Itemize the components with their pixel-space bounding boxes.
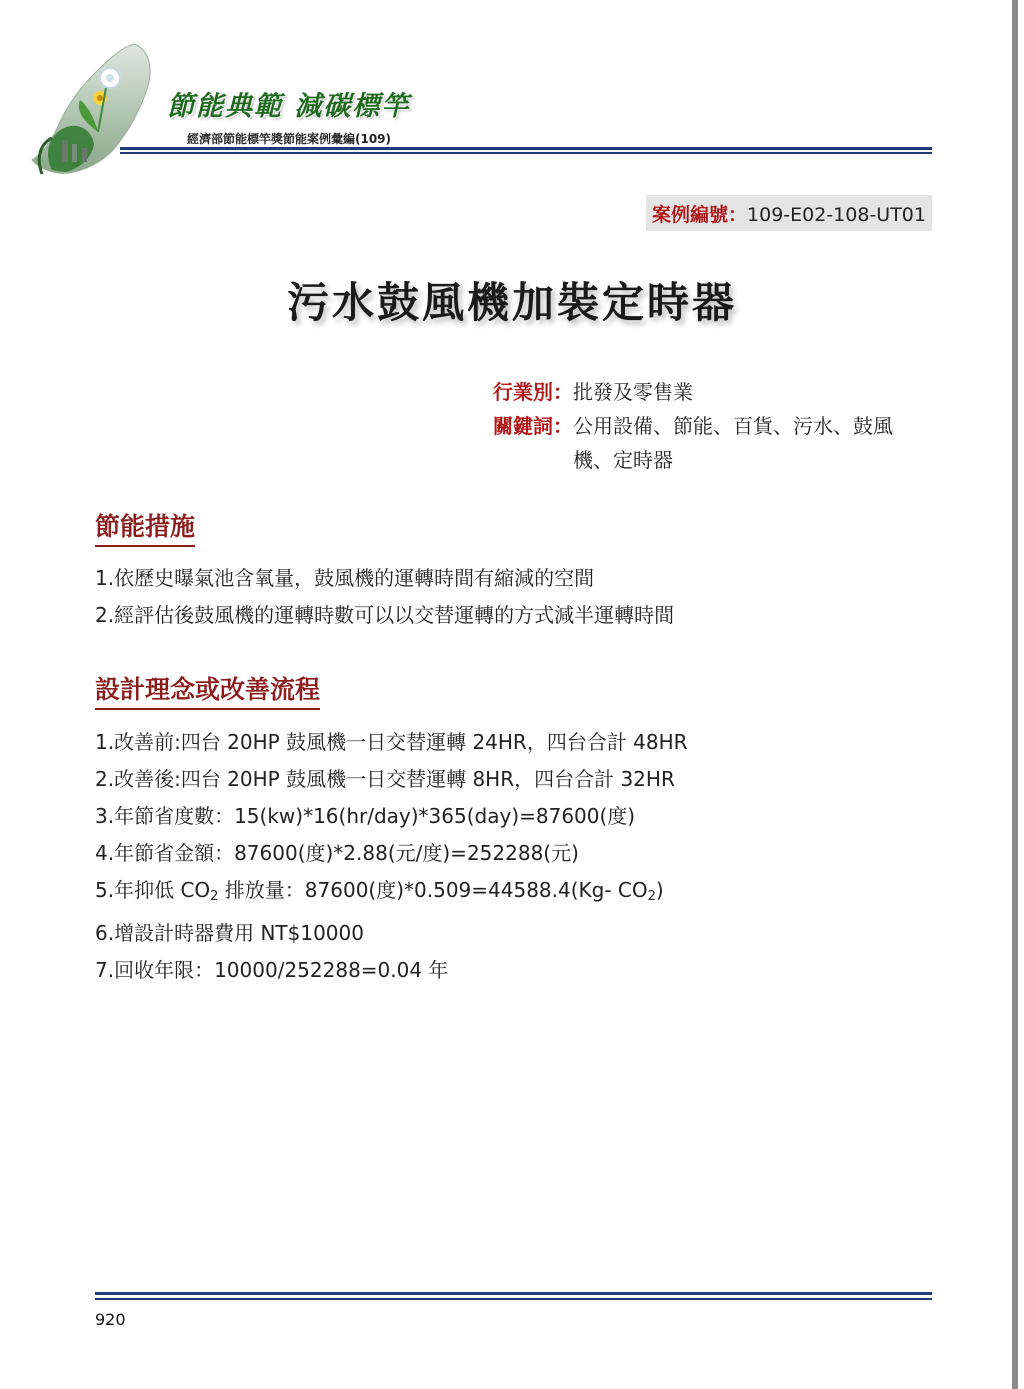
case-number-box [646, 195, 932, 231]
list-item: 1.依歷史曝氣池含氧量，鼓風機的運轉時間有縮減的空間 [95, 566, 595, 590]
list-item: 1.改善前:四台 20HP 鼓風機一日交替運轉 24HR，四台合計 48HR [95, 730, 688, 754]
co2-subscript: 2 [210, 889, 219, 904]
co2-subscript: 2 [647, 889, 656, 904]
case-number-label: 案例編號： [652, 204, 748, 226]
list-item: 7.回收年限：10000/252288=0.04 年 [95, 958, 449, 982]
list-item: 3.年節省度數：15(kw)*16(hr/day)*365(day)=87600(度) [95, 804, 636, 828]
page-number: 920 [95, 1310, 126, 1329]
industry-value: 批發及零售業 [573, 380, 693, 404]
keywords-value: 公用設備、節能、百貨、污水、鼓風機、定時器 [573, 414, 893, 472]
co2-text-a: 5.年抑低 CO [95, 878, 211, 902]
logo-subtitle: 經濟部節能標竿獎節能案例彙編(109) [187, 132, 392, 146]
section-heading-measures: 節能措施 [95, 507, 195, 547]
page-edge [1012, 0, 1018, 1389]
list-item [95, 872, 688, 915]
list-item: 6.增設計時器費用 NT$10000 [95, 921, 364, 945]
co2-text-b: 排放量：87600(度)*0.509=44588.4(Kg- CO [218, 878, 648, 902]
process-list [95, 724, 688, 989]
list-item: 4.年節省金額：87600(度)*2.88(元/度)=252288(元) [95, 841, 579, 865]
industry-label: 行業別： [493, 380, 573, 404]
case-number-value: 109-E02-108-UT01 [747, 204, 926, 226]
section-heading-process: 設計理念或改善流程 [95, 670, 320, 710]
co2-text-c: ) [655, 878, 664, 902]
logo-title: 節能典範 減碳標竿 [167, 91, 411, 122]
list-item: 2.經評估後鼓風機的運轉時數可以以交替運轉的方式減半運轉時間 [95, 603, 675, 627]
measures-list [95, 560, 674, 634]
title-container [0, 270, 1024, 330]
page-title: 污水鼓風機加裝定時器 [286, 278, 737, 327]
industry-row [493, 375, 913, 409]
case-meta [493, 375, 913, 477]
footer-divider [95, 1292, 932, 1300]
header-divider [120, 147, 932, 154]
keywords-row [493, 409, 913, 477]
header-logo [22, 40, 411, 180]
keywords-label: 關鍵詞： [493, 414, 573, 438]
list-item: 2.改善後:四台 20HP 鼓風機一日交替運轉 8HR，四台合計 32HR [95, 767, 675, 791]
taiwan-map-logo-icon [22, 40, 172, 180]
